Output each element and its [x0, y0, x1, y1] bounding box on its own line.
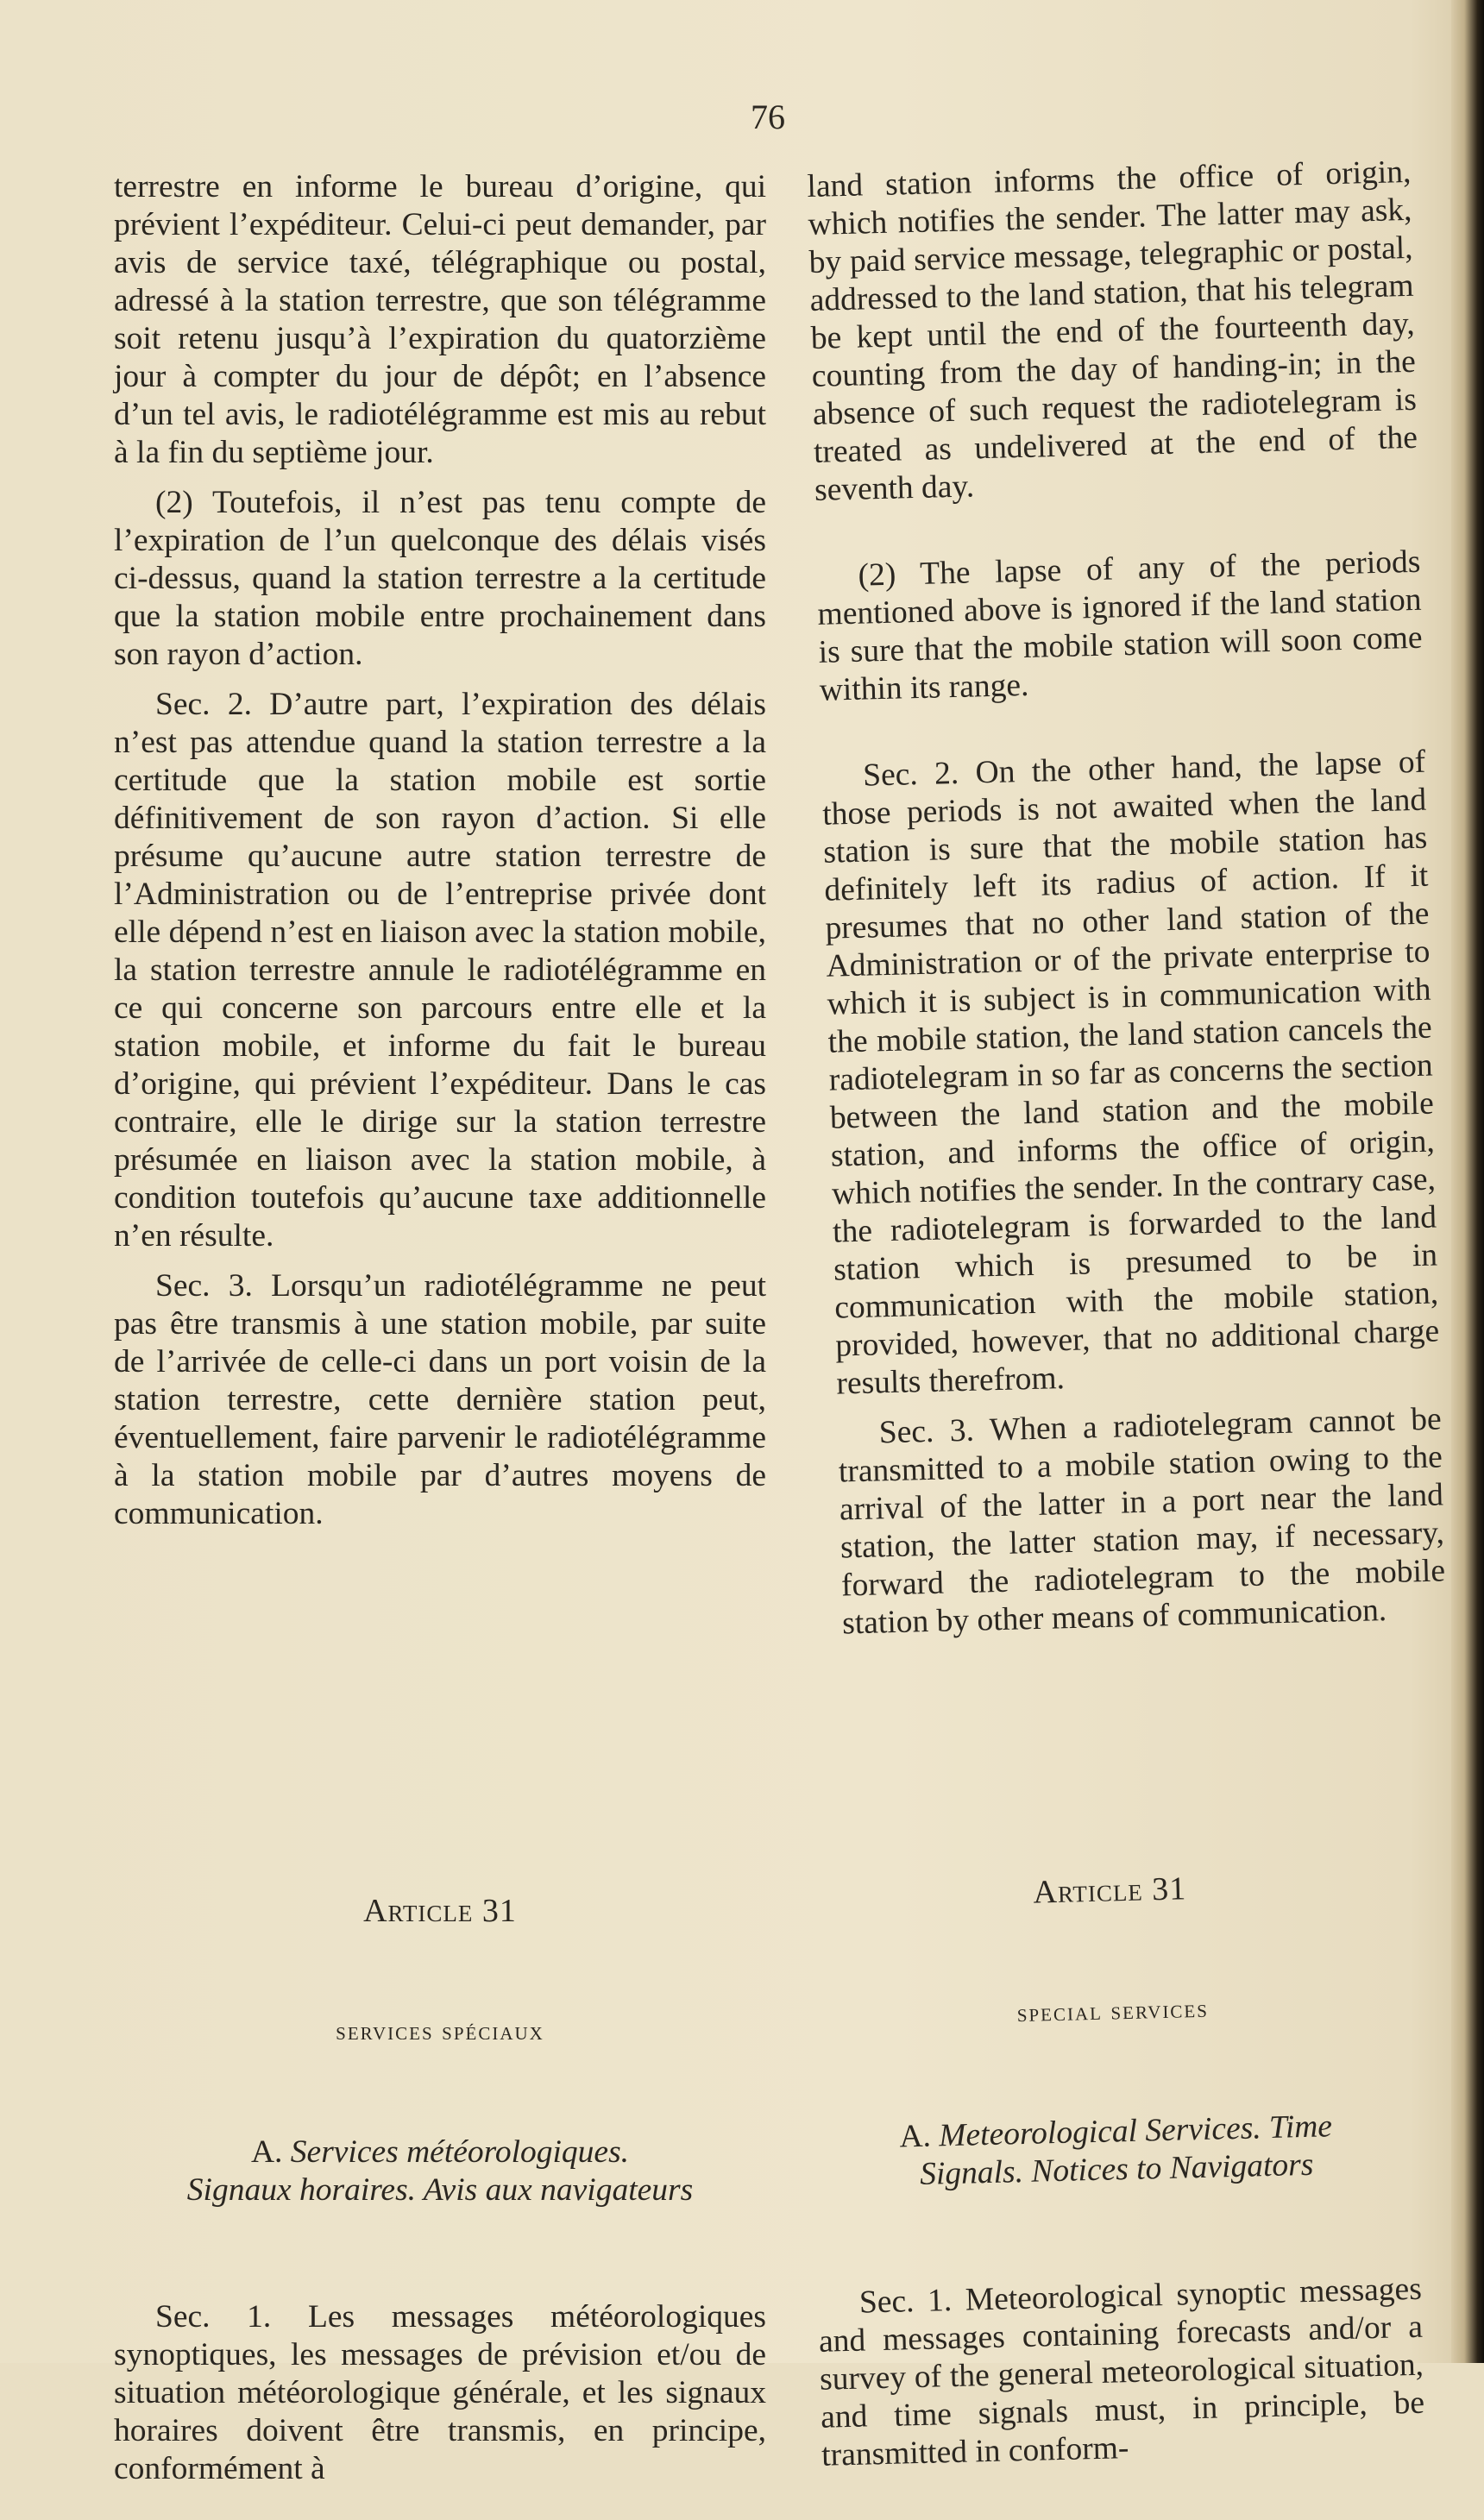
english-section-heading: special services [1016, 1994, 1210, 2028]
french-subheading [114, 2134, 766, 2209]
french-paragraph-continuation: terrestre en informe le bureau d’origine, qui prévient l’expéditeur. Celui-ci peut demander, par avis de service taxé, télégraphique ou postal, adressé à la station terrestre, que son télégramme soit retenu jusqu’à l’expiration du quatorzième jour à compter du jour de dépôt; en l’absence d’un tel avis, le radiotélégramme est mis au rebut à la fin du septième jour. [114, 169, 766, 470]
english-subheading-line1: Meteorological Services. Time [938, 2108, 1333, 2153]
french-paragraph-sec-3: Sec. 3. Lorsqu’un radiotélégramme ne peut pas être transmis à une station mobile, par suite de l’arrivée de celle-ci dans un port voisin de la station terrestre, cette dernière station peut, éventuellement, faire parvenir le radiotélégramme à la station mobile par d’autres moyens de communication. [114, 1268, 766, 1531]
english-subheading-letter: A. [898, 2118, 932, 2154]
english-subheading [814, 2105, 1419, 2196]
english-subheading-line2: Signals. Notices to Navigators [919, 2146, 1314, 2192]
english-paragraph-sec-1: Sec. 1. Meteorological synoptic messages and messages containing forecasts and/or a survey of the general meteorological situation, and time signals must, in principle, be transmitted in conform- [818, 2271, 1425, 2473]
french-article-heading: Article 31 [363, 1893, 517, 1929]
french-paragraph-sec-2: Sec. 2. D’autre part, l’expiration des délais n’est pas attendue quand la station terrestre a la certitude que la station mobile est sortie définitivement de son rayon d’action. Si elle présume qu’aucune autre station terrestre de l’Administration ou de l’entreprise privée dont elle dépend n’est en liaison avec la station mobile, la station terrestre annule le radiotélégramme en ce qui concerne son parcours entre elle et la station mobile, et informe du fait le bureau d’origine, qui prévient l’expéditeur. Dans le cas contraire, elle le dirige sur la station terrestre présumée en liaison avec la station mobile, à condition toutefois qu’aucune taxe additionnelle n’en résulte. [114, 687, 766, 1254]
book-binding-shadow [1451, 0, 1484, 2363]
french-subheading-letter: A. [250, 2134, 283, 2170]
french-column [114, 168, 766, 1533]
french-paragraph-sec-1: Sec. 1. Les messages météorologiques synoptiques, les messages de prévision et/ou de situation météorologique générale, et les signaux horaires doivent être transmis, en principe, conformément à [114, 2298, 766, 2486]
page-number: 76 [751, 97, 785, 136]
english-paragraph-continuation: land station informs the office of origin, which notifies the sender. The latter may ask, by paid service message, telegraphic or postal, addressed to the land station, that his telegram be kept until the end of the fourteenth day, counting from the day of handing-in; in the absence of such request the radiotelegram is treated as undelivered at the end of the seventh day. [807, 154, 1418, 508]
french-subheading-line2: Signaux horaires. Avis aux navigateurs [186, 2171, 694, 2208]
english-paragraph-sec-2: Sec. 2. On the other hand, the lapse of those periods is not awaited when the land station is sure that the mobile station has definitely left its radius of action. If it presumes that no other land station of the Administration or of the private enterprise to which it is subject is in communication with the mobile station, the land station cancels the radiotelegram in so far as concerns the section between the land station and the mobile station, and informs the office of origin, which notifies the sender. In the contrary case, the radiotelegram is forwarded to the land station which is presumed to be in communication with the mobile station, provided, however, that no additional charge results therefrom. [821, 744, 1440, 1402]
english-paragraph-sec-3: Sec. 3. When a radiotelegram cannot be transmitted to a mobile station owing to the arrival of the latter in a port near the land station, the latter station may, if necessary, forward the radiotelegram to the mobile station by other means of communication. [838, 1401, 1446, 1642]
english-article-31 [807, 1832, 1427, 2507]
french-paragraph-2: (2) Toutefois, il n’est pas tenu compte de l’expiration de l’un quelconque des délais visés ci-dessus, quand la station terrestre a la certitude que la station mobile entre prochainement dans son rayon d’action. [114, 485, 766, 672]
english-paragraph-2: (2) The lapse of any of the periods mentioned above is ignored if the land station is sure that the mobile station will soon come within its range. [817, 544, 1424, 708]
english-article-heading: Article 31 [1032, 1870, 1187, 1911]
english-column [807, 154, 1447, 1643]
french-section-heading: services spéciaux [336, 2017, 544, 2046]
french-article-31 [114, 1859, 766, 2520]
french-subheading-line1: Services météorologiques. [290, 2134, 630, 2170]
